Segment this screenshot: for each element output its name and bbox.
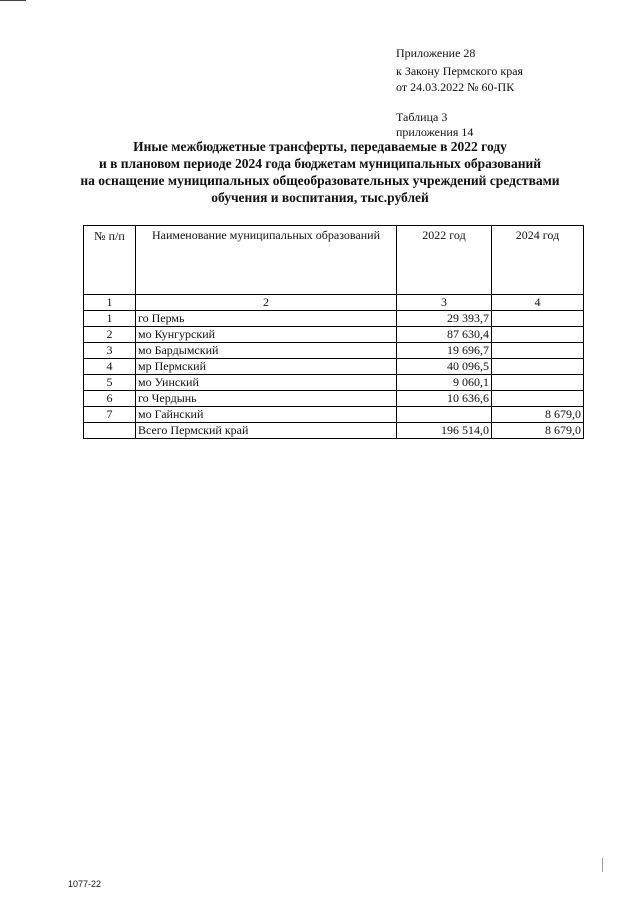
row-num: 1 bbox=[84, 311, 136, 327]
scan-margin-mark bbox=[602, 858, 603, 872]
row-2022: 10 636,6 bbox=[397, 391, 492, 407]
col-number-1: 1 bbox=[84, 295, 136, 311]
title-line-1: Иные межбюджетные трансферты, передаваемые в 2022 году bbox=[133, 139, 507, 154]
row-name: мо Бардымский bbox=[136, 343, 397, 359]
row-num: 3 bbox=[84, 343, 136, 359]
column-number-row bbox=[84, 295, 584, 311]
row-2022: 87 630,4 bbox=[397, 327, 492, 343]
row-2024 bbox=[492, 375, 584, 391]
col-number-2: 2 bbox=[136, 295, 397, 311]
law-date: от 24.03.2022 № 60-ПК bbox=[396, 80, 515, 94]
row-2022: 19 696,7 bbox=[397, 343, 492, 359]
row-2024 bbox=[492, 327, 584, 343]
row-name: мр Пермский bbox=[136, 359, 397, 375]
table-number: Таблица 3 bbox=[396, 110, 448, 124]
row-2024 bbox=[492, 343, 584, 359]
row-name: мо Гайнский bbox=[136, 407, 397, 423]
row-num: 4 bbox=[84, 359, 136, 375]
table-row bbox=[84, 311, 584, 327]
row-2022: 40 096,5 bbox=[397, 359, 492, 375]
row-2022: 9 060,1 bbox=[397, 375, 492, 391]
row-name: го Пермь bbox=[136, 311, 397, 327]
document-title bbox=[60, 138, 580, 206]
scan-edge-mark bbox=[0, 0, 26, 1]
table-row bbox=[84, 391, 584, 407]
title-line-4: обучения и воспитания, тыс.рублей bbox=[211, 190, 429, 205]
appendix-reference: приложения 14 bbox=[396, 125, 474, 139]
law-reference: к Закону Пермского края bbox=[396, 64, 524, 78]
row-name: мо Кунгурский bbox=[136, 327, 397, 343]
appendix-number: Приложение 28 bbox=[396, 46, 476, 60]
total-row bbox=[84, 423, 584, 439]
row-2024 bbox=[492, 311, 584, 327]
header-2022: 2022 год bbox=[397, 226, 492, 295]
table-row bbox=[84, 359, 584, 375]
title-line-3: на оснащение муниципальных общеобразовательных учреждений средствами bbox=[80, 173, 560, 188]
title-line-2: и в плановом периоде 2024 года бюджетам муниципальных образований bbox=[98, 156, 542, 171]
table-row bbox=[84, 375, 584, 391]
row-2022: 29 393,7 bbox=[397, 311, 492, 327]
total-2022: 196 514,0 bbox=[397, 423, 492, 439]
col-number-4: 4 bbox=[492, 295, 584, 311]
table-row bbox=[84, 343, 584, 359]
header-name: Наименование муниципальных образований bbox=[136, 226, 397, 295]
col-number-3: 3 bbox=[397, 295, 492, 311]
row-name: мо Уинский bbox=[136, 375, 397, 391]
row-name: го Чердынь bbox=[136, 391, 397, 407]
total-name: Всего Пермский край bbox=[136, 423, 397, 439]
total-2024: 8 679,0 bbox=[492, 423, 584, 439]
row-2022 bbox=[397, 407, 492, 423]
header-2024: 2024 год bbox=[492, 226, 584, 295]
row-2024: 8 679,0 bbox=[492, 407, 584, 423]
total-num bbox=[84, 423, 136, 439]
table-row bbox=[84, 407, 584, 423]
row-2024 bbox=[492, 359, 584, 375]
transfers-table bbox=[83, 225, 584, 439]
row-num: 2 bbox=[84, 327, 136, 343]
row-num: 7 bbox=[84, 407, 136, 423]
header-num: № п/п bbox=[84, 226, 136, 295]
document-number: 1077-22 bbox=[68, 879, 102, 889]
table-row bbox=[84, 327, 584, 343]
table-header-row bbox=[84, 226, 584, 295]
row-num: 6 bbox=[84, 391, 136, 407]
row-num: 5 bbox=[84, 375, 136, 391]
row-2024 bbox=[492, 391, 584, 407]
